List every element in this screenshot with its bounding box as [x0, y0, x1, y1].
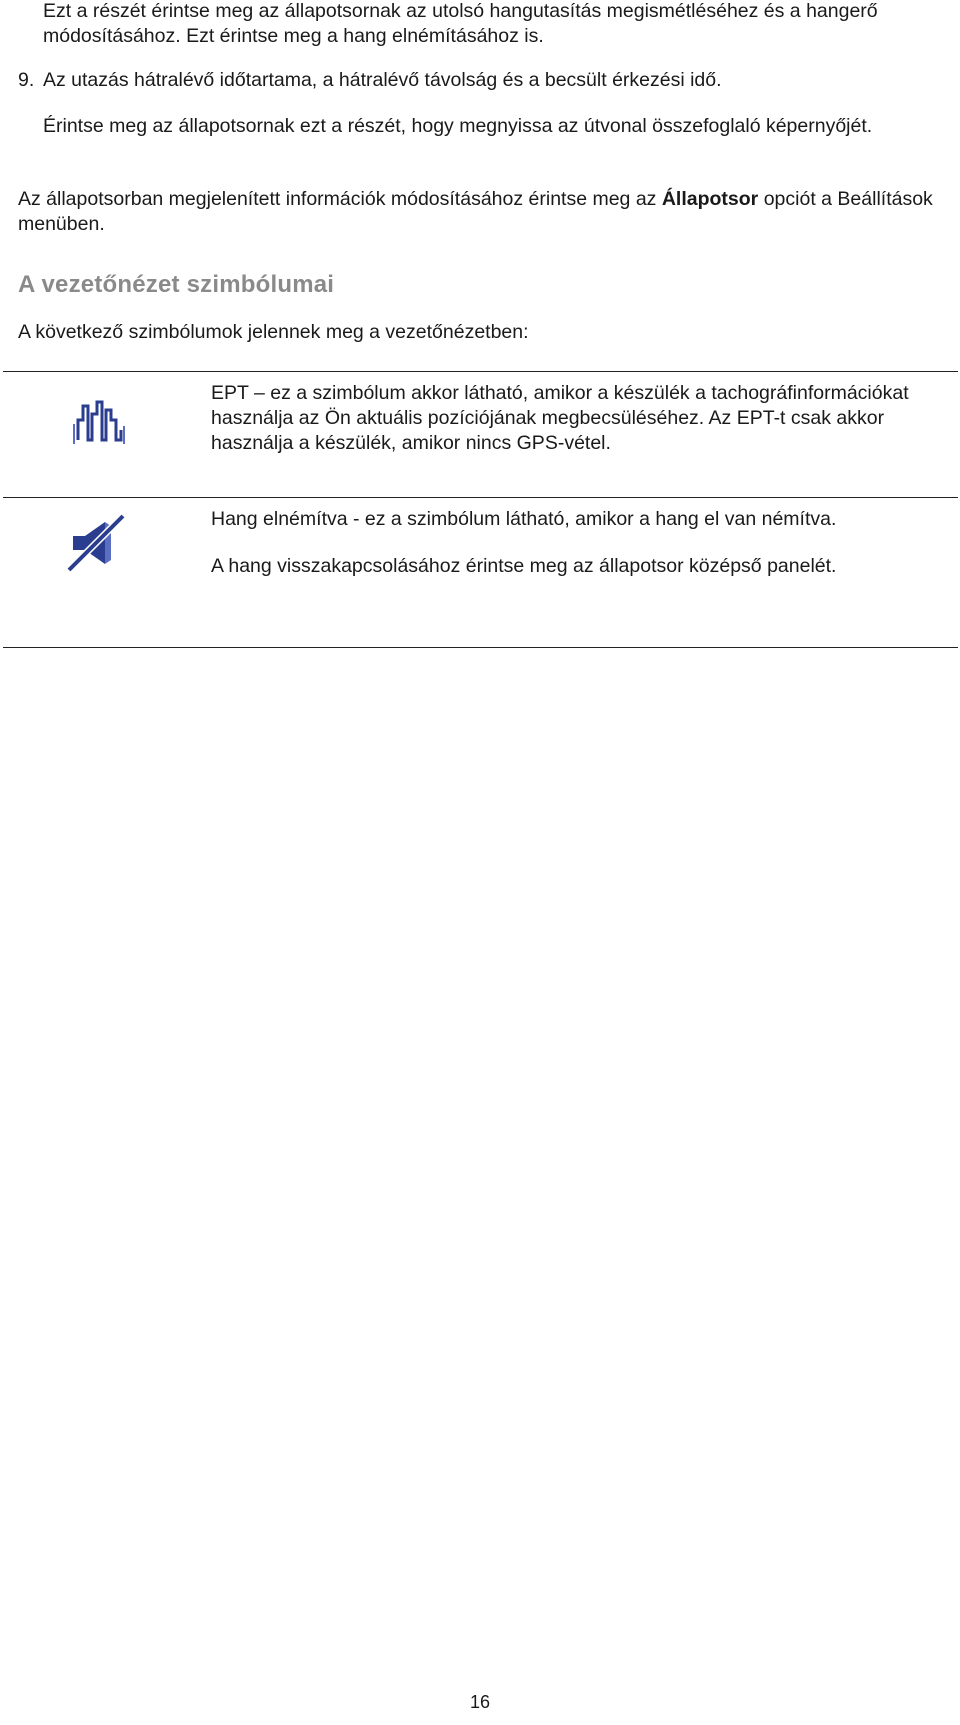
ept-description: EPT – ez a szimbólum akkor látható, amikor a készülék a tachográfinformációkat használja az Ön aktuális pozíciójának megbecsüléséhez. Az EPT-t csak akkor használja a készülék, amikor nincs GPS-vétel.	[211, 382, 909, 454]
table-row	[3, 371, 958, 497]
settings-note-before: Az állapotsorban megjelenített információk módosításához érintse meg az	[18, 188, 662, 210]
mute-description: Hang elnémítva - ez a szimbólum látható, amikor a hang el van némítva.	[211, 508, 837, 530]
table-row	[3, 497, 958, 648]
mute-instruction: A hang visszakapcsolásához érintse meg az állapotsor középső panelét.	[211, 555, 837, 577]
section-title: A vezetőnézet szimbólumai	[18, 271, 335, 298]
list-item-number: 9.	[18, 69, 35, 91]
ept-signal-icon	[65, 390, 135, 450]
intro-paragraph: Ezt a részét érintse meg az állapotsornak az utolsó hangutasítás megismétléséhez és a hangerő módosításához. Ezt érintse meg a hang elnémításához is.	[43, 0, 878, 47]
list-item-9	[18, 68, 948, 93]
symbol-description	[211, 381, 951, 478]
list-item-text: Az utazás hátralévő időtartama, a hátralévő távolság és a becsült érkezési idő.	[43, 69, 722, 91]
section-lead: A következő szimbólumok jelennek meg a vezetőnézetben:	[18, 321, 529, 343]
sound-muted-icon	[65, 512, 135, 572]
symbol-description	[211, 507, 951, 601]
settings-note	[18, 187, 948, 237]
list-item-9-detail: Érintse meg az állapotsornak ezt a részét, hogy megnyissa az útvonal összefoglaló képernyőjét.	[43, 115, 873, 137]
symbol-table	[3, 371, 958, 648]
status-bar-option-name: Állapotsor	[661, 188, 759, 210]
page-number: 16	[469, 1692, 491, 1712]
settings-note-after: opciót a Beállítások menüben.	[18, 188, 933, 235]
